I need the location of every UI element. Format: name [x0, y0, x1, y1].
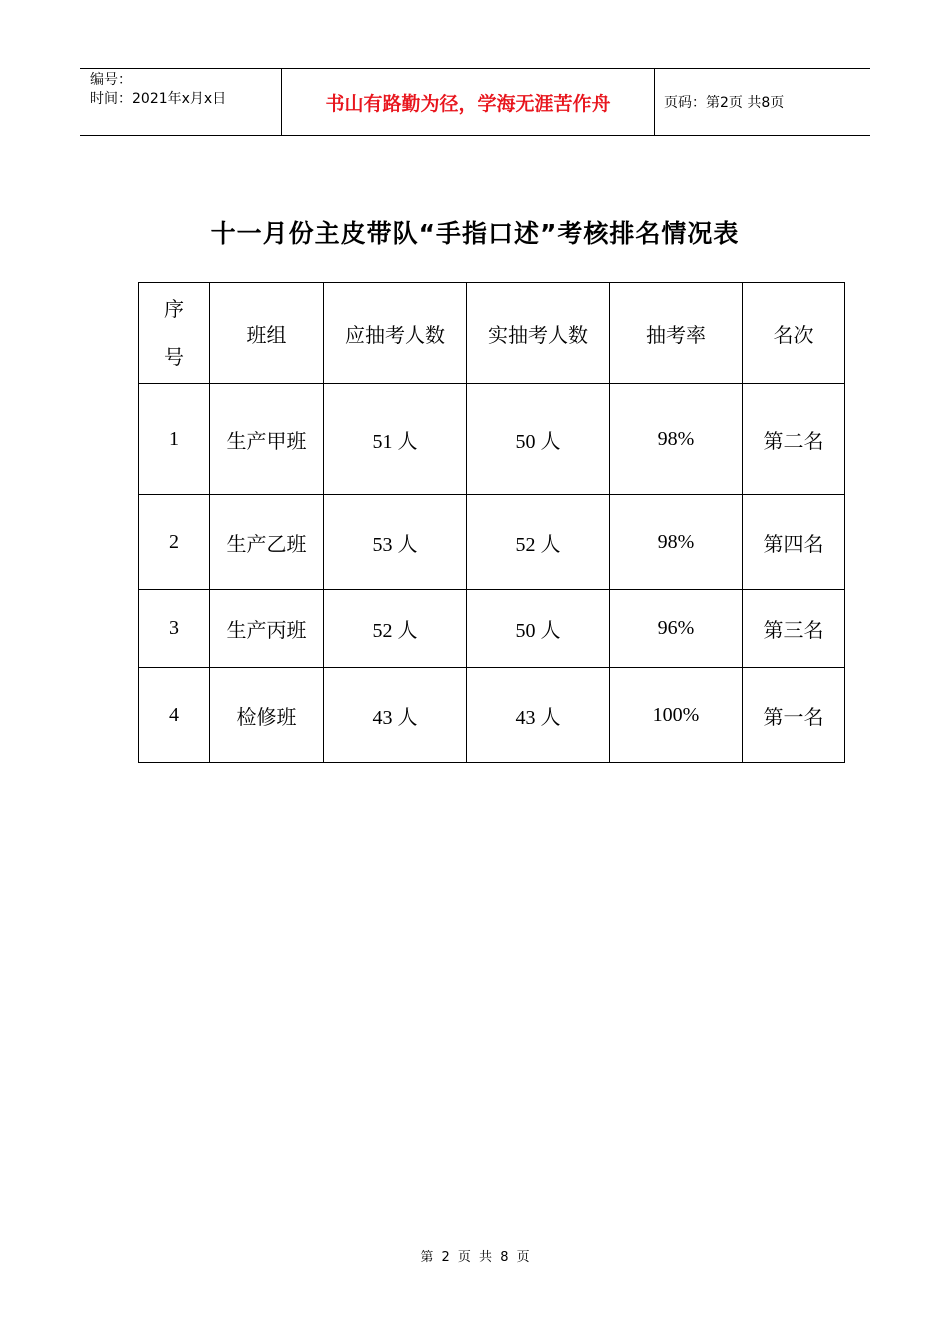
document-header [80, 68, 870, 136]
column-header-index: 序号 [139, 283, 210, 384]
table-row [139, 384, 845, 495]
table-row [139, 495, 845, 590]
row-rank: 第三名 [743, 590, 845, 668]
row-actual: 50 人 [467, 590, 610, 668]
row-rate: 98% [610, 495, 743, 590]
row-planned: 53 人 [324, 495, 467, 590]
row-team: 生产甲班 [210, 384, 324, 495]
table-row [139, 668, 845, 763]
row-index: 2 [139, 495, 210, 590]
row-rank: 第四名 [743, 495, 845, 590]
row-rate: 96% [610, 590, 743, 668]
header-meta [80, 69, 282, 135]
column-header-rate: 抽考率 [610, 283, 743, 384]
row-actual: 50 人 [467, 384, 610, 495]
row-index: 1 [139, 384, 210, 495]
row-index: 4 [139, 668, 210, 763]
ranking-table [138, 282, 845, 763]
row-team: 生产丙班 [210, 590, 324, 668]
column-header-planned: 应抽考人数 [324, 283, 467, 384]
row-actual: 52 人 [467, 495, 610, 590]
document-number-label: 编号： [90, 72, 132, 88]
header-motto: 书山有路勤为径，学海无涯苦作舟 [282, 69, 655, 135]
row-team: 生产乙班 [210, 495, 324, 590]
page-footer: 第 2 页 共 8 页 [420, 1250, 530, 1265]
row-actual: 43 人 [467, 668, 610, 763]
row-planned: 52 人 [324, 590, 467, 668]
row-rate: 98% [610, 384, 743, 495]
column-header-team: 班组 [210, 283, 324, 384]
row-planned: 43 人 [324, 668, 467, 763]
row-rate: 100% [610, 668, 743, 763]
row-rank: 第一名 [743, 668, 845, 763]
row-index: 3 [139, 590, 210, 668]
page-title: 十一月份主皮带队“手指口述”考核排名情况表 [210, 219, 740, 248]
header-page-info: 页码：第2页 共8页 [664, 95, 785, 111]
document-time-label: 时间：2021年x月x日 [90, 91, 227, 107]
row-planned: 51 人 [324, 384, 467, 495]
column-header-actual: 实抽考人数 [467, 283, 610, 384]
column-header-rank: 名次 [743, 283, 845, 384]
row-rank: 第二名 [743, 384, 845, 495]
table-row [139, 590, 845, 668]
row-team: 检修班 [210, 668, 324, 763]
table-header-row [139, 283, 845, 384]
